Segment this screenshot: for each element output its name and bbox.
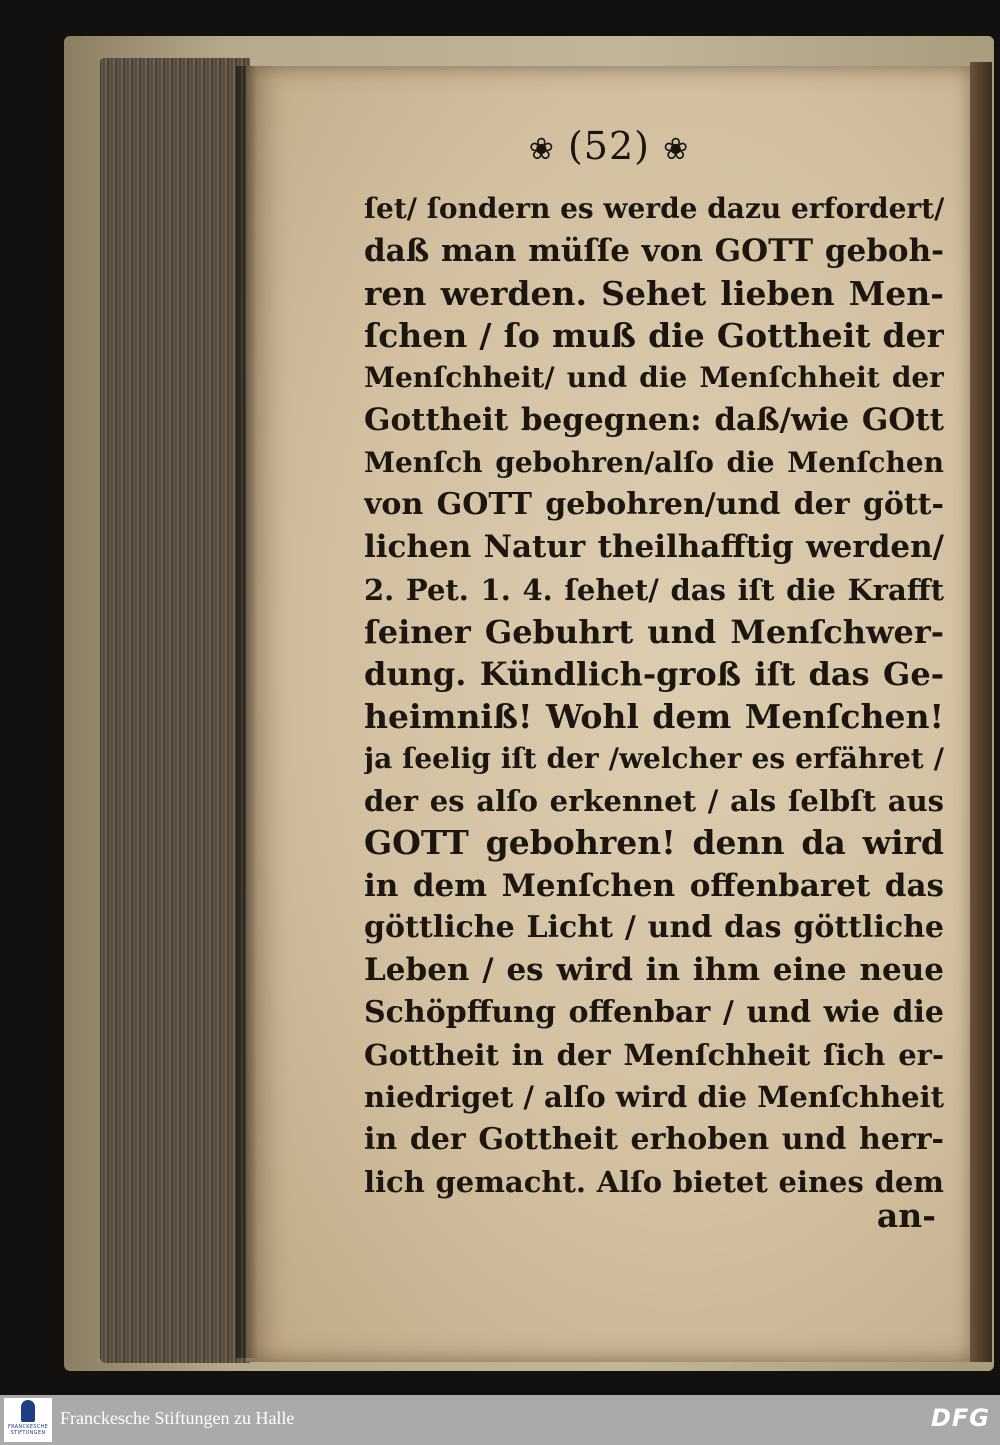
text-line: heimniß! Wohl dem Menſchen! — [364, 696, 944, 736]
text-line: ſeiner Gebuhrt und Menſchwer- — [364, 612, 944, 651]
right-page-edge — [970, 62, 992, 1362]
text-line: GOTT gebohren! denn da wird — [364, 823, 944, 863]
text-line: in dem Menſchen offenbaret das — [364, 867, 944, 904]
page-edges — [100, 58, 250, 1363]
gutter-shadow — [236, 66, 258, 1358]
right-ornament-icon: ❀ — [663, 132, 690, 167]
dfg-logo[interactable]: DFG — [930, 1404, 990, 1432]
franckesche-stiftungen-logo[interactable] — [4, 1398, 52, 1442]
footer-institution-label: Franckesche Stiftungen zu Halle — [60, 1408, 295, 1428]
text-line: von GOTT gebohren/und der gött- — [364, 487, 944, 523]
text-line: lichen Natur theilhafftig werden/ — [364, 529, 944, 566]
text-line: lich gemacht. Alſo bietet eines dem — [364, 1164, 944, 1199]
text-line: Schöpffung offenbar / und wie die — [364, 994, 944, 1030]
catchword: an- — [876, 1196, 936, 1235]
logo-text: FRANCKESCHE STIFTUNGEN — [7, 1424, 49, 1436]
text-line: Menſchheit/ und die Menſchheit der — [364, 361, 944, 395]
text-line: ſchen / ſo muß die Gottheit der — [364, 315, 944, 355]
text-line: ren werden. Sehet lieben Men- — [364, 273, 944, 313]
text-line: 2. Pet. 1. 4. ſehet/ das iſt die Krafft — [364, 572, 944, 607]
building-icon — [21, 1400, 35, 1422]
page-header — [246, 124, 972, 168]
footer-bar — [0, 1395, 1000, 1445]
text-line: daß man müſſe von GOTT geboh- — [364, 233, 944, 270]
left-ornament-icon: ❀ — [528, 132, 555, 167]
text-line: ſet/ ſondern es werde dazu erfordert/ — [364, 192, 944, 225]
text-line: Leben / es wird in ihm eine neue — [364, 952, 944, 989]
text-line: Menſch gebohren/alſo die Menſchen — [364, 445, 944, 479]
text-line: in der Gottheit erhoben und herr- — [364, 1121, 944, 1157]
page-body-text — [364, 188, 944, 1203]
text-line: Gottheit begegnen: daß/wie GOtt — [364, 402, 944, 439]
text-line: niedriget / alſo wird die Menſchheit — [364, 1080, 944, 1115]
text-line: ja ſeelig iſt der /welcher es erfähret / — [364, 741, 944, 775]
text-line: Gottheit in der Menſchheit ſich er- — [364, 1037, 944, 1072]
book-page — [246, 66, 972, 1362]
page-number: (52) — [567, 124, 650, 168]
text-line: dung. Kündlich-groß iſt das Ge- — [364, 655, 944, 694]
text-line: göttliche Licht / und das göttliche — [364, 910, 944, 946]
text-line: der es alſo erkennet / als ſelbſt aus — [364, 784, 944, 819]
